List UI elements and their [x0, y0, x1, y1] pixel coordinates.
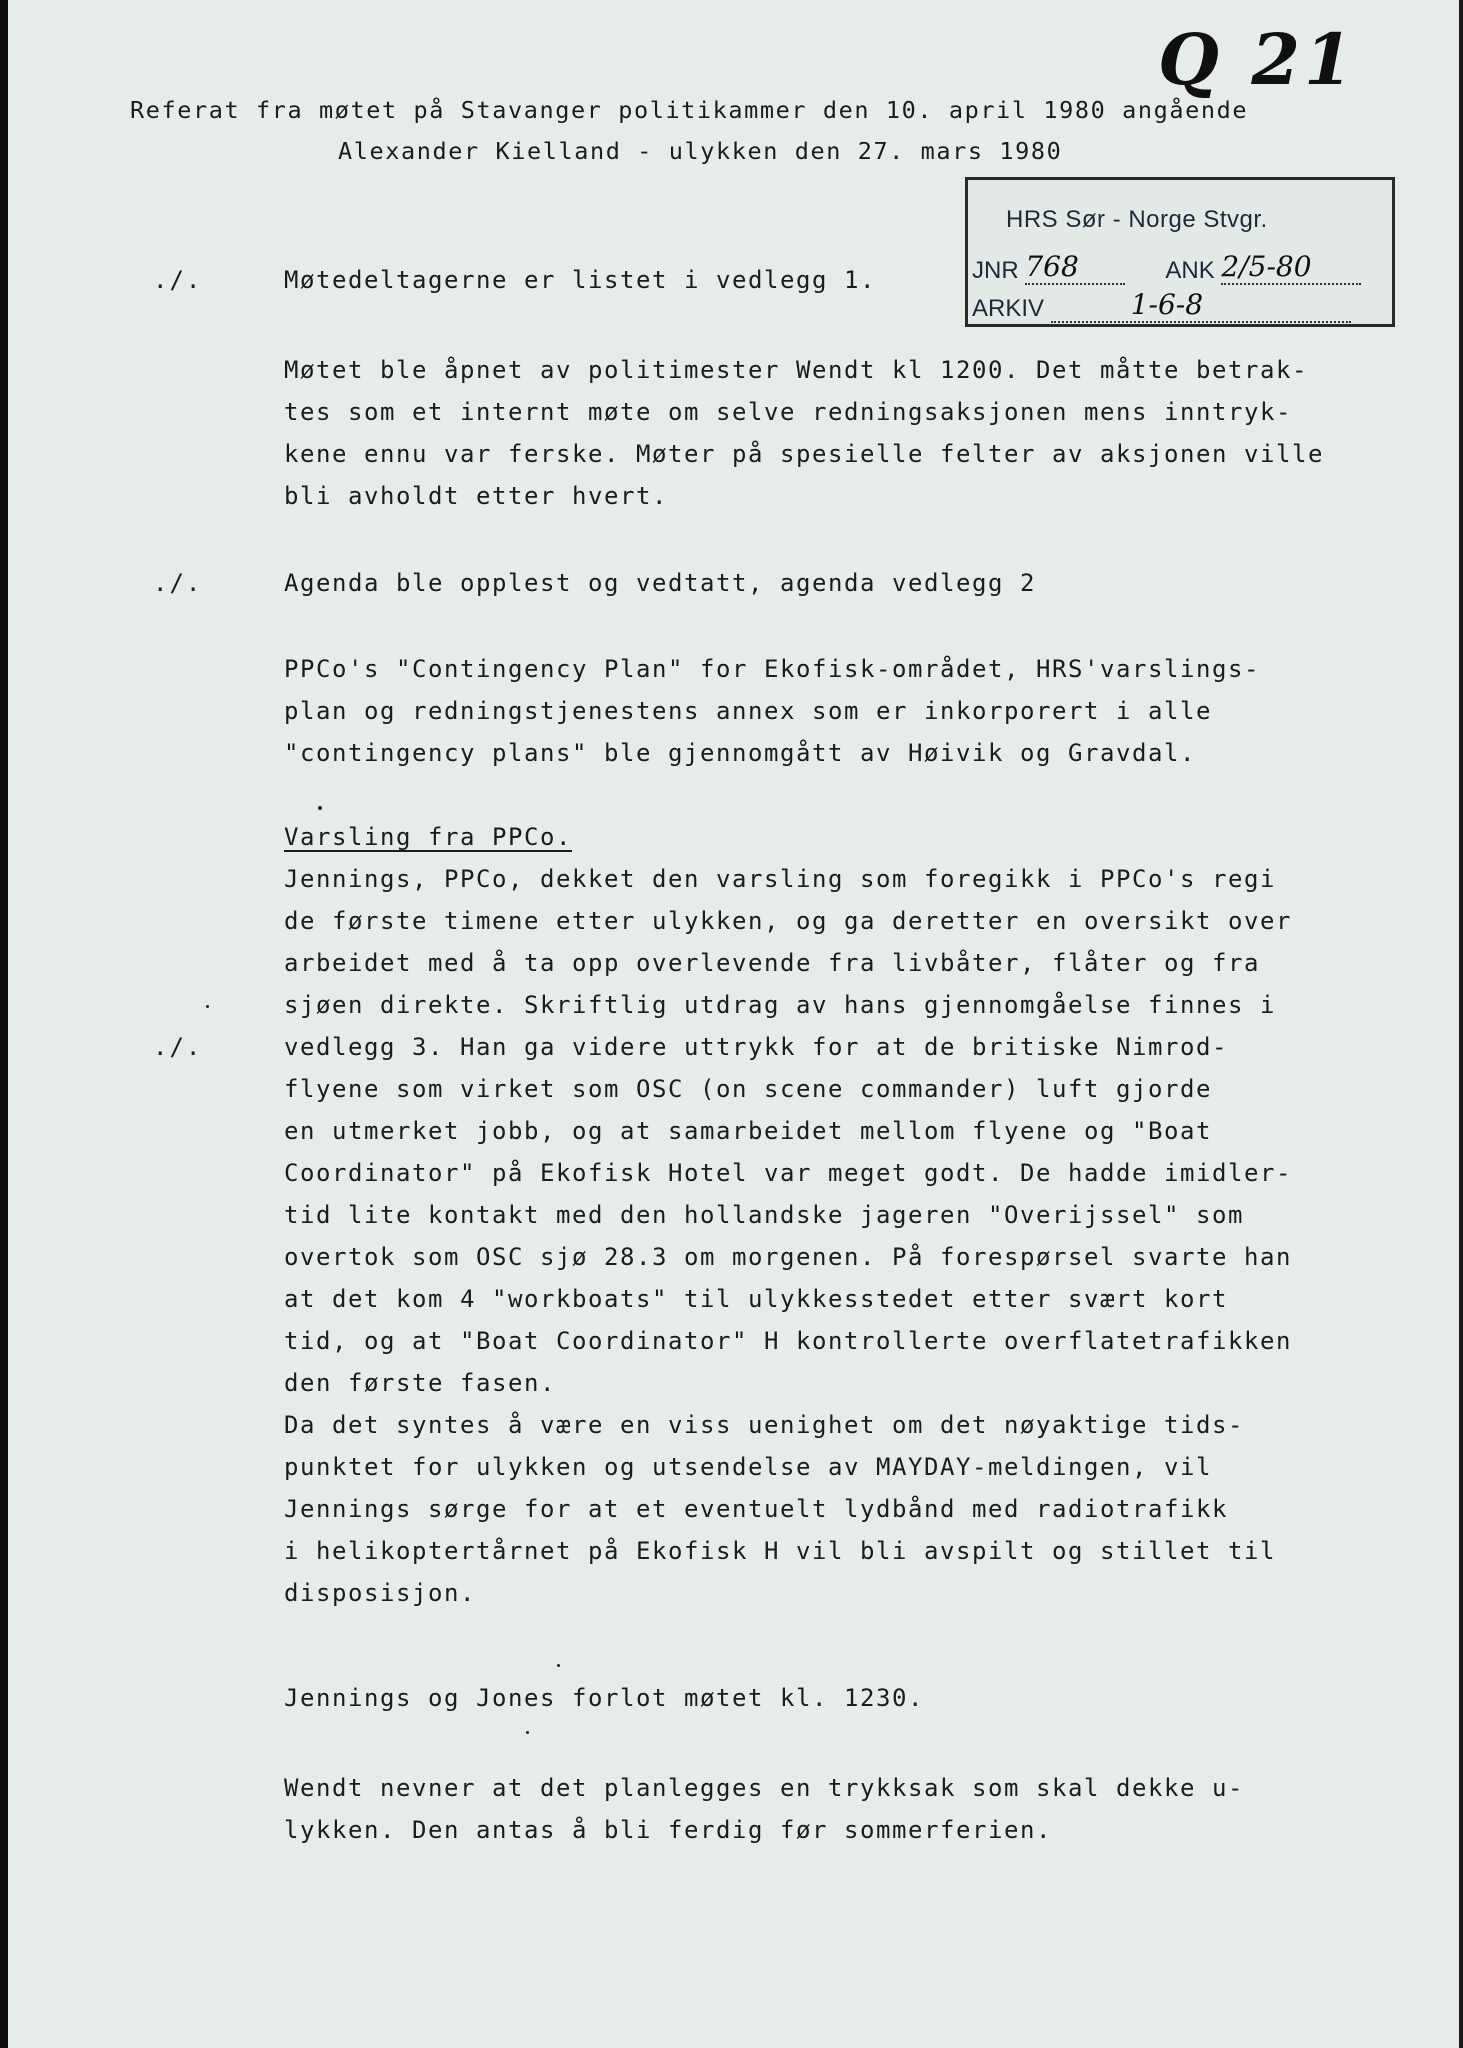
paragraph-line: i helikoptertårnet på Ekofisk H vil bli avspilt og stillet til: [284, 1537, 1276, 1565]
paragraph-line: de første timene etter ulykken, og ga deretter en oversikt over: [284, 907, 1292, 935]
paragraph-line: Jennings sørge for at et eventuelt lydbånd med radiotrafikk: [284, 1495, 1228, 1523]
ink-speck: [526, 1731, 529, 1734]
title-line-1: Referat fra møtet på Stavanger politikammer den 10. april 1980 angående: [130, 96, 1249, 124]
handwritten-file-mark: Q 21: [1158, 18, 1357, 101]
paragraph-line: Jennings, PPCo, dekket den varsling som foregikk i PPCo's regi: [284, 865, 1276, 893]
ink-speck: [206, 1005, 209, 1008]
paragraph-line: sjøen direkte. Skriftlig utdrag av hans gjennomgåelse finnes i: [284, 991, 1276, 1019]
paragraph-line: tid, og at "Boat Coordinator" H kontrollerte overflatetrafikken: [284, 1327, 1292, 1355]
stamp-row-arkiv: [972, 288, 1351, 323]
stamp-org: HRS Sør - Norge Stvgr.: [1006, 206, 1268, 233]
registry-stamp: [965, 177, 1395, 327]
paragraph-line: tid lite kontakt med den hollandske jageren "Overijssel" som: [284, 1201, 1244, 1229]
paragraph-line: plan og redningstjenestens annex som er inkorporert i alle: [284, 697, 1212, 725]
stamp-ank-label: ANK: [1165, 257, 1215, 284]
paragraph-line: en utmerket jobb, og at samarbeidet mellom flyene og "Boat: [284, 1117, 1212, 1145]
paragraph-line: flyene som virket som OSC (on scene commander) luft gjorde: [284, 1075, 1212, 1103]
paragraph-line: Jennings og Jones forlot møtet kl. 1230.: [284, 1684, 924, 1712]
paragraph-line: tes som et internt møte om selve redningsaksjonen mens inntryk-: [284, 398, 1292, 426]
stamp-ank-field: [1221, 250, 1361, 285]
paragraph-line: kene ennu var ferske. Møter på spesielle felter av aksjonen ville: [284, 440, 1324, 468]
enclosure-mark: ./.: [153, 1033, 203, 1061]
paragraph-line: vedlegg 3. Han ga videre uttrykk for at de britiske Nimrod-: [284, 1033, 1228, 1061]
scan-border: [0, 0, 8, 2048]
paragraph-line: den første fasen.: [284, 1369, 556, 1397]
stamp-arkiv-label: ARKIV: [972, 295, 1045, 322]
stamp-jnr-value: 768: [1025, 250, 1079, 283]
paragraph-line: "contingency plans" ble gjennomgått av Høivik og Gravdal.: [284, 739, 1196, 767]
paragraph-line: disposisjon.: [284, 1579, 476, 1607]
paragraph-line: punktet for ulykken og utsendelse av MAYDAY-meldingen, vil: [284, 1453, 1212, 1481]
paragraph-line: Møtet ble åpnet av politimester Wendt kl 1200. Det måtte betrak-: [284, 356, 1308, 384]
stamp-jnr-label: JNR: [972, 257, 1019, 284]
title-line-2: Alexander Kielland - ulykken den 27. mars 1980: [338, 137, 1063, 165]
paragraph-line: arbeidet med å ta opp overlevende fra livbåter, flåter og fra: [284, 949, 1260, 977]
paragraph-line: PPCo's "Contingency Plan" for Ekofisk-området, HRS'varslings-: [284, 655, 1260, 683]
stamp-jnr-field: [1025, 250, 1125, 285]
paragraph-line: overtok som OSC sjø 28.3 om morgenen. På forespørsel svarte han: [284, 1243, 1292, 1271]
paragraph-line: Da det syntes å være en viss uenighet om det nøyaktige tids-: [284, 1411, 1244, 1439]
enclosure-mark: ./.: [153, 266, 203, 294]
stamp-ank-value: 2/5-80: [1221, 250, 1312, 283]
enclosure-mark: ./.: [153, 569, 203, 597]
paragraph-line: bli avholdt etter hvert.: [284, 482, 668, 510]
stamp-arkiv-value: 1-6-8: [1130, 288, 1204, 321]
paragraph-line: lykken. Den antas å bli ferdig før sommerferien.: [284, 1816, 1052, 1844]
document-page: [8, 0, 1459, 2048]
paragraph-line: Wendt nevner at det planlegges en trykksak som skal dekke u-: [284, 1774, 1244, 1802]
paragraph-line: Coordinator" på Ekofisk Hotel var meget godt. De hadde imidler-: [284, 1159, 1292, 1187]
ink-speck: [318, 806, 322, 810]
stamp-row-jnr: [972, 250, 1361, 285]
stamp-arkiv-field: [1051, 288, 1351, 323]
paragraph-line: at det kom 4 "workboats" til ulykkesstedet etter svært kort: [284, 1285, 1228, 1313]
ink-speck: [557, 1664, 560, 1667]
paragraph-line: Agenda ble opplest og vedtatt, agenda vedlegg 2: [284, 569, 1036, 597]
paragraph-line: Møtedeltagerne er listet i vedlegg 1.: [284, 266, 876, 294]
section-heading: Varsling fra PPCo.: [284, 823, 572, 851]
